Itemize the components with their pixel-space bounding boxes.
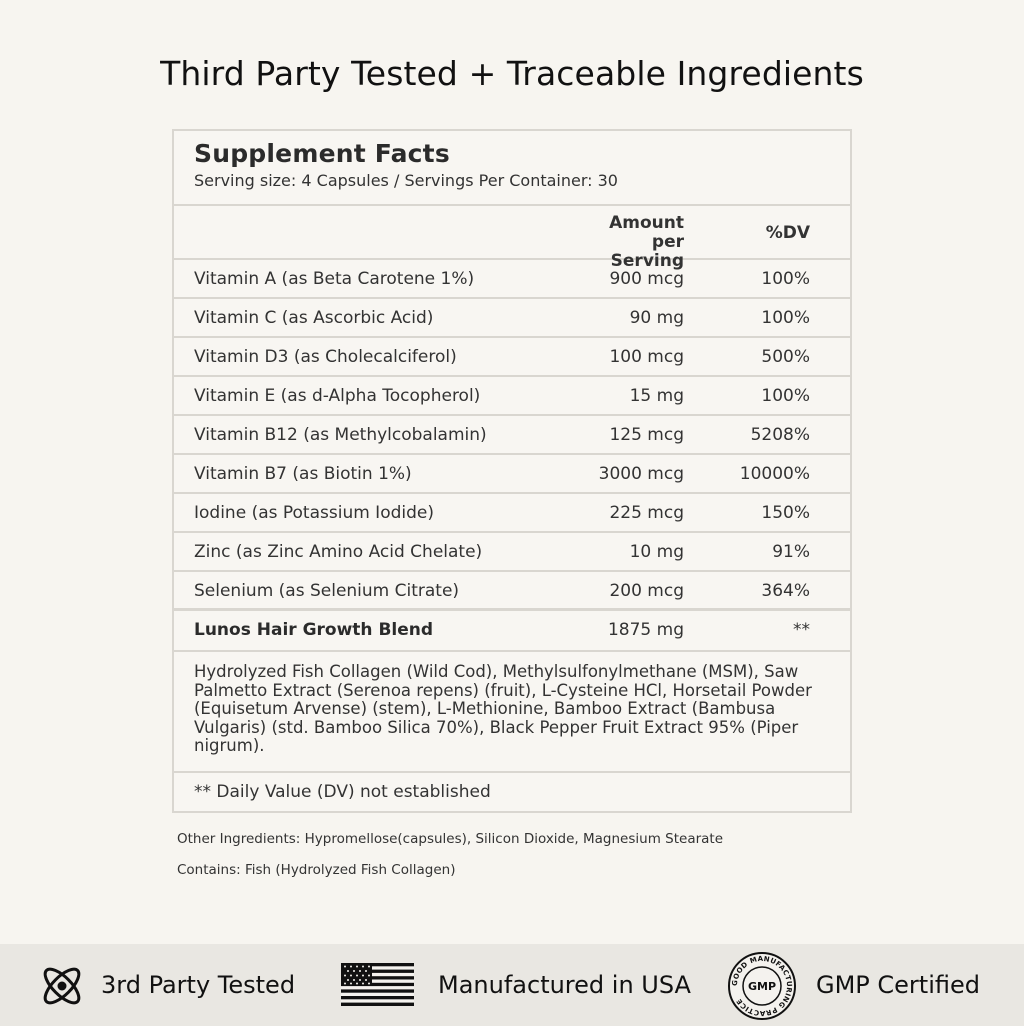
nutrient-amount: 90 mg bbox=[629, 308, 684, 328]
column-headers bbox=[174, 206, 850, 271]
nutrient-dv: 91% bbox=[772, 542, 810, 562]
svg-text:GMP: GMP bbox=[747, 980, 777, 993]
nutrient-dv: 5208% bbox=[750, 425, 810, 445]
nutrient-amount: 900 mcg bbox=[609, 269, 684, 289]
atom-icon bbox=[37, 961, 87, 1011]
nutrient-dv: 10000% bbox=[739, 464, 810, 484]
blend-dv: ** bbox=[793, 620, 810, 640]
badge-label-usa: Manufactured in USA bbox=[438, 971, 691, 999]
nutrient-amount: 225 mcg bbox=[609, 503, 684, 523]
footer-badges bbox=[0, 944, 1024, 1026]
table-row bbox=[174, 416, 850, 455]
table-row bbox=[174, 377, 850, 416]
page-title: Third Party Tested + Traceable Ingredients bbox=[160, 54, 864, 93]
us-flag-icon bbox=[341, 963, 414, 1006]
nutrient-name: Vitamin D3 (as Cholecalciferol) bbox=[194, 347, 457, 367]
table-row bbox=[174, 533, 850, 572]
gmp-seal-icon bbox=[727, 951, 797, 1021]
nutrient-name: Vitamin C (as Ascorbic Acid) bbox=[194, 308, 434, 328]
nutrient-name: Zinc (as Zinc Amino Acid Chelate) bbox=[194, 542, 483, 562]
dv-column-header: %DV bbox=[765, 223, 810, 243]
badge-label-tested: 3rd Party Tested bbox=[101, 971, 296, 999]
nutrient-name: Selenium (as Selenium Citrate) bbox=[194, 581, 460, 601]
nutrient-amount: 125 mcg bbox=[609, 425, 684, 445]
nutrient-name: Iodine (as Potassium Iodide) bbox=[194, 503, 434, 523]
nutrient-amount: 10 mg bbox=[629, 542, 684, 562]
nutrient-dv: 100% bbox=[761, 269, 810, 289]
nutrient-name: Vitamin E (as d-Alpha Tocopherol) bbox=[194, 386, 481, 406]
serving-info: Serving size: 4 Capsules / Servings Per Container: 30 bbox=[194, 171, 618, 190]
nutrient-dv: 100% bbox=[761, 308, 810, 328]
table-row bbox=[174, 572, 850, 611]
nutrient-dv: 500% bbox=[761, 347, 810, 367]
dv-footnote: ** Daily Value (DV) not established bbox=[194, 782, 491, 802]
badge-label-gmp: GMP Certified bbox=[816, 971, 980, 999]
nutrient-amount: 200 mcg bbox=[609, 581, 684, 601]
svg-text:GOOD MANUFACTURING PRACTICE: GOOD MANUFACTURING PRACTICE bbox=[730, 954, 794, 1018]
facts-header bbox=[174, 131, 850, 206]
nutrient-dv: 364% bbox=[761, 581, 810, 601]
allergen-statement: Contains: Fish (Hydrolyzed Fish Collagen) bbox=[177, 862, 456, 878]
nutrient-amount: 3000 mcg bbox=[598, 464, 684, 484]
nutrient-name: Vitamin A (as Beta Carotene 1%) bbox=[194, 269, 475, 289]
table-row bbox=[174, 338, 850, 377]
table-row bbox=[174, 299, 850, 338]
table-row bbox=[174, 260, 850, 299]
nutrient-name: Vitamin B7 (as Biotin 1%) bbox=[194, 464, 412, 484]
table-row bbox=[174, 494, 850, 533]
blend-ingredients: Hydrolyzed Fish Collagen (Wild Cod), Methylsulfonylmethane (MSM), Saw Palmetto Extract (Serenoa repens) (fruit), L-Cysteine HCl, Horsetail Powder (Equisetum Arvense) (stem), L-Methionine, Bamboo Extract (Bambusa Vulgaris) (std. Bamboo Silica 70%), Black Pepper Fruit Extract 95% (Piper nigrum). bbox=[174, 652, 850, 773]
facts-title: Supplement Facts bbox=[194, 139, 450, 168]
blend-name: Lunos Hair Growth Blend bbox=[194, 620, 434, 640]
table-row bbox=[174, 455, 850, 494]
supplement-facts-panel bbox=[172, 129, 852, 813]
nutrient-amount: 100 mcg bbox=[609, 347, 684, 367]
blend-row bbox=[174, 611, 850, 652]
nutrient-dv: 100% bbox=[761, 386, 810, 406]
nutrient-name: Vitamin B12 (as Methylcobalamin) bbox=[194, 425, 487, 445]
nutrient-dv: 150% bbox=[761, 503, 810, 523]
nutrient-amount: 15 mg bbox=[629, 386, 684, 406]
blend-amount: 1875 mg bbox=[607, 620, 684, 640]
amount-header-line2: per Serving bbox=[610, 232, 684, 271]
other-ingredients: Other Ingredients: Hypromellose(capsules), Silicon Dioxide, Magnesium Stearate bbox=[177, 831, 724, 847]
amount-header-line1: Amount bbox=[609, 213, 684, 233]
